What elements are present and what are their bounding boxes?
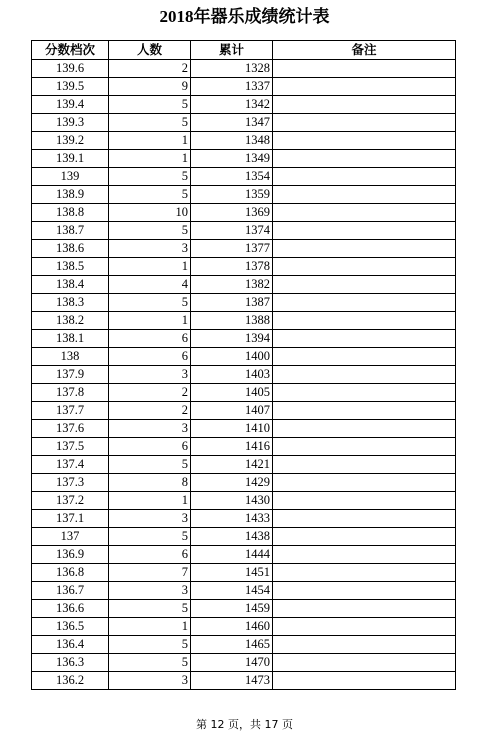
row-note xyxy=(273,150,456,168)
row-note xyxy=(273,672,456,690)
row-cumulative: 1387 xyxy=(191,294,273,312)
row-note xyxy=(273,420,456,438)
row-note xyxy=(273,438,456,456)
row-score: 139 xyxy=(32,168,109,186)
table-row xyxy=(32,96,456,114)
row-cumulative: 1378 xyxy=(191,258,273,276)
row-score: 138.7 xyxy=(32,222,109,240)
row-note xyxy=(273,456,456,474)
row-score: 139.1 xyxy=(32,150,109,168)
table-row xyxy=(32,78,456,96)
row-cumulative: 1433 xyxy=(191,510,273,528)
row-note xyxy=(273,114,456,132)
row-score: 139.3 xyxy=(32,114,109,132)
row-count: 3 xyxy=(109,510,191,528)
table-row xyxy=(32,636,456,654)
row-count: 1 xyxy=(109,258,191,276)
row-count: 5 xyxy=(109,636,191,654)
row-count: 8 xyxy=(109,474,191,492)
row-cumulative: 1400 xyxy=(191,348,273,366)
row-count: 1 xyxy=(109,312,191,330)
row-score: 136.6 xyxy=(32,600,109,618)
header-score: 分数档次 xyxy=(32,41,109,60)
row-score: 139.4 xyxy=(32,96,109,114)
row-note xyxy=(273,132,456,150)
row-note xyxy=(273,276,456,294)
table-row xyxy=(32,528,456,546)
row-score: 138.1 xyxy=(32,330,109,348)
row-cumulative: 1337 xyxy=(191,78,273,96)
table-row xyxy=(32,420,456,438)
row-score: 138.6 xyxy=(32,240,109,258)
row-count: 5 xyxy=(109,654,191,672)
row-note xyxy=(273,474,456,492)
table-row xyxy=(32,474,456,492)
row-cumulative: 1354 xyxy=(191,168,273,186)
row-note xyxy=(273,258,456,276)
row-score: 136.9 xyxy=(32,546,109,564)
row-cumulative: 1328 xyxy=(191,60,273,78)
row-count: 5 xyxy=(109,600,191,618)
row-note xyxy=(273,528,456,546)
table-row xyxy=(32,330,456,348)
row-cumulative: 1465 xyxy=(191,636,273,654)
table-row xyxy=(32,348,456,366)
row-cumulative: 1454 xyxy=(191,582,273,600)
row-cumulative: 1473 xyxy=(191,672,273,690)
row-note xyxy=(273,492,456,510)
page-title: 2018年器乐成绩统计表 xyxy=(159,7,330,26)
row-cumulative: 1429 xyxy=(191,474,273,492)
table-row xyxy=(32,546,456,564)
row-score: 139.5 xyxy=(32,78,109,96)
row-cumulative: 1388 xyxy=(191,312,273,330)
table-row xyxy=(32,204,456,222)
row-score: 137.3 xyxy=(32,474,109,492)
row-cumulative: 1444 xyxy=(191,546,273,564)
table-row xyxy=(32,114,456,132)
table-row xyxy=(32,618,456,636)
table-row xyxy=(32,402,456,420)
table-row xyxy=(32,564,456,582)
row-score: 138.4 xyxy=(32,276,109,294)
row-count: 5 xyxy=(109,528,191,546)
row-note xyxy=(273,402,456,420)
row-note xyxy=(273,582,456,600)
row-count: 6 xyxy=(109,438,191,456)
table-row xyxy=(32,150,456,168)
table-row xyxy=(32,132,456,150)
row-count: 5 xyxy=(109,456,191,474)
row-count: 5 xyxy=(109,186,191,204)
row-note xyxy=(273,600,456,618)
table-row xyxy=(32,366,456,384)
row-count: 1 xyxy=(109,150,191,168)
row-cumulative: 1416 xyxy=(191,438,273,456)
row-count: 6 xyxy=(109,546,191,564)
row-note xyxy=(273,654,456,672)
row-cumulative: 1405 xyxy=(191,384,273,402)
row-count: 5 xyxy=(109,222,191,240)
row-score: 138.2 xyxy=(32,312,109,330)
row-note xyxy=(273,78,456,96)
row-note xyxy=(273,330,456,348)
row-count: 3 xyxy=(109,582,191,600)
row-count: 6 xyxy=(109,330,191,348)
row-cumulative: 1403 xyxy=(191,366,273,384)
row-count: 5 xyxy=(109,114,191,132)
table-row xyxy=(32,258,456,276)
row-score: 137.2 xyxy=(32,492,109,510)
row-count: 7 xyxy=(109,564,191,582)
row-cumulative: 1407 xyxy=(191,402,273,420)
header-note: 备注 xyxy=(273,41,456,60)
row-cumulative: 1359 xyxy=(191,186,273,204)
row-cumulative: 1342 xyxy=(191,96,273,114)
row-score: 138.5 xyxy=(32,258,109,276)
header-count: 人数 xyxy=(109,41,191,60)
row-score: 137.8 xyxy=(32,384,109,402)
row-note xyxy=(273,618,456,636)
row-count: 5 xyxy=(109,168,191,186)
row-note xyxy=(273,204,456,222)
score-statistics-table xyxy=(31,40,456,690)
table-row xyxy=(32,186,456,204)
page-footer: 第 12 页，共 17 页 xyxy=(196,718,293,731)
row-score: 137 xyxy=(32,528,109,546)
row-note xyxy=(273,636,456,654)
row-cumulative: 1347 xyxy=(191,114,273,132)
row-count: 5 xyxy=(109,96,191,114)
row-count: 5 xyxy=(109,294,191,312)
row-count: 6 xyxy=(109,348,191,366)
table-row xyxy=(32,672,456,690)
row-score: 137.7 xyxy=(32,402,109,420)
row-score: 136.3 xyxy=(32,654,109,672)
row-cumulative: 1410 xyxy=(191,420,273,438)
row-note xyxy=(273,294,456,312)
row-cumulative: 1460 xyxy=(191,618,273,636)
table-row xyxy=(32,294,456,312)
row-cumulative: 1382 xyxy=(191,276,273,294)
row-count: 1 xyxy=(109,132,191,150)
row-cumulative: 1369 xyxy=(191,204,273,222)
row-score: 137.1 xyxy=(32,510,109,528)
row-score: 136.4 xyxy=(32,636,109,654)
row-note xyxy=(273,366,456,384)
row-note xyxy=(273,348,456,366)
row-count: 1 xyxy=(109,492,191,510)
row-score: 139.2 xyxy=(32,132,109,150)
row-cumulative: 1421 xyxy=(191,456,273,474)
row-score: 138 xyxy=(32,348,109,366)
row-note xyxy=(273,510,456,528)
row-cumulative: 1459 xyxy=(191,600,273,618)
table-row xyxy=(32,60,456,78)
row-score: 137.4 xyxy=(32,456,109,474)
table-row xyxy=(32,510,456,528)
row-count: 3 xyxy=(109,420,191,438)
row-score: 136.2 xyxy=(32,672,109,690)
row-score: 136.7 xyxy=(32,582,109,600)
table-row xyxy=(32,456,456,474)
table-row xyxy=(32,582,456,600)
row-cumulative: 1349 xyxy=(191,150,273,168)
table-row xyxy=(32,222,456,240)
row-note xyxy=(273,96,456,114)
row-note xyxy=(273,564,456,582)
row-score: 136.5 xyxy=(32,618,109,636)
row-score: 138.9 xyxy=(32,186,109,204)
row-score: 138.3 xyxy=(32,294,109,312)
row-count: 3 xyxy=(109,366,191,384)
row-note xyxy=(273,384,456,402)
row-note xyxy=(273,186,456,204)
row-note xyxy=(273,312,456,330)
row-score: 137.9 xyxy=(32,366,109,384)
table-row xyxy=(32,240,456,258)
row-count: 4 xyxy=(109,276,191,294)
row-count: 1 xyxy=(109,618,191,636)
table-row xyxy=(32,384,456,402)
table-header-row xyxy=(32,41,456,60)
table-row xyxy=(32,276,456,294)
table-row xyxy=(32,492,456,510)
row-count: 9 xyxy=(109,78,191,96)
row-count: 2 xyxy=(109,384,191,402)
row-count: 10 xyxy=(109,204,191,222)
row-count: 3 xyxy=(109,672,191,690)
row-note xyxy=(273,222,456,240)
row-cumulative: 1377 xyxy=(191,240,273,258)
table-row xyxy=(32,438,456,456)
row-score: 139.6 xyxy=(32,60,109,78)
row-count: 3 xyxy=(109,240,191,258)
row-cumulative: 1451 xyxy=(191,564,273,582)
row-count: 2 xyxy=(109,60,191,78)
table-row xyxy=(32,312,456,330)
row-cumulative: 1430 xyxy=(191,492,273,510)
row-note xyxy=(273,240,456,258)
row-score: 137.6 xyxy=(32,420,109,438)
row-cumulative: 1394 xyxy=(191,330,273,348)
row-score: 136.8 xyxy=(32,564,109,582)
row-cumulative: 1438 xyxy=(191,528,273,546)
row-score: 137.5 xyxy=(32,438,109,456)
row-count: 2 xyxy=(109,402,191,420)
row-score: 138.8 xyxy=(32,204,109,222)
row-note xyxy=(273,168,456,186)
table-row xyxy=(32,654,456,672)
row-note xyxy=(273,546,456,564)
table-row xyxy=(32,600,456,618)
row-cumulative: 1374 xyxy=(191,222,273,240)
table-row xyxy=(32,168,456,186)
row-cumulative: 1348 xyxy=(191,132,273,150)
header-cumulative: 累计 xyxy=(191,41,273,60)
row-cumulative: 1470 xyxy=(191,654,273,672)
row-note xyxy=(273,60,456,78)
